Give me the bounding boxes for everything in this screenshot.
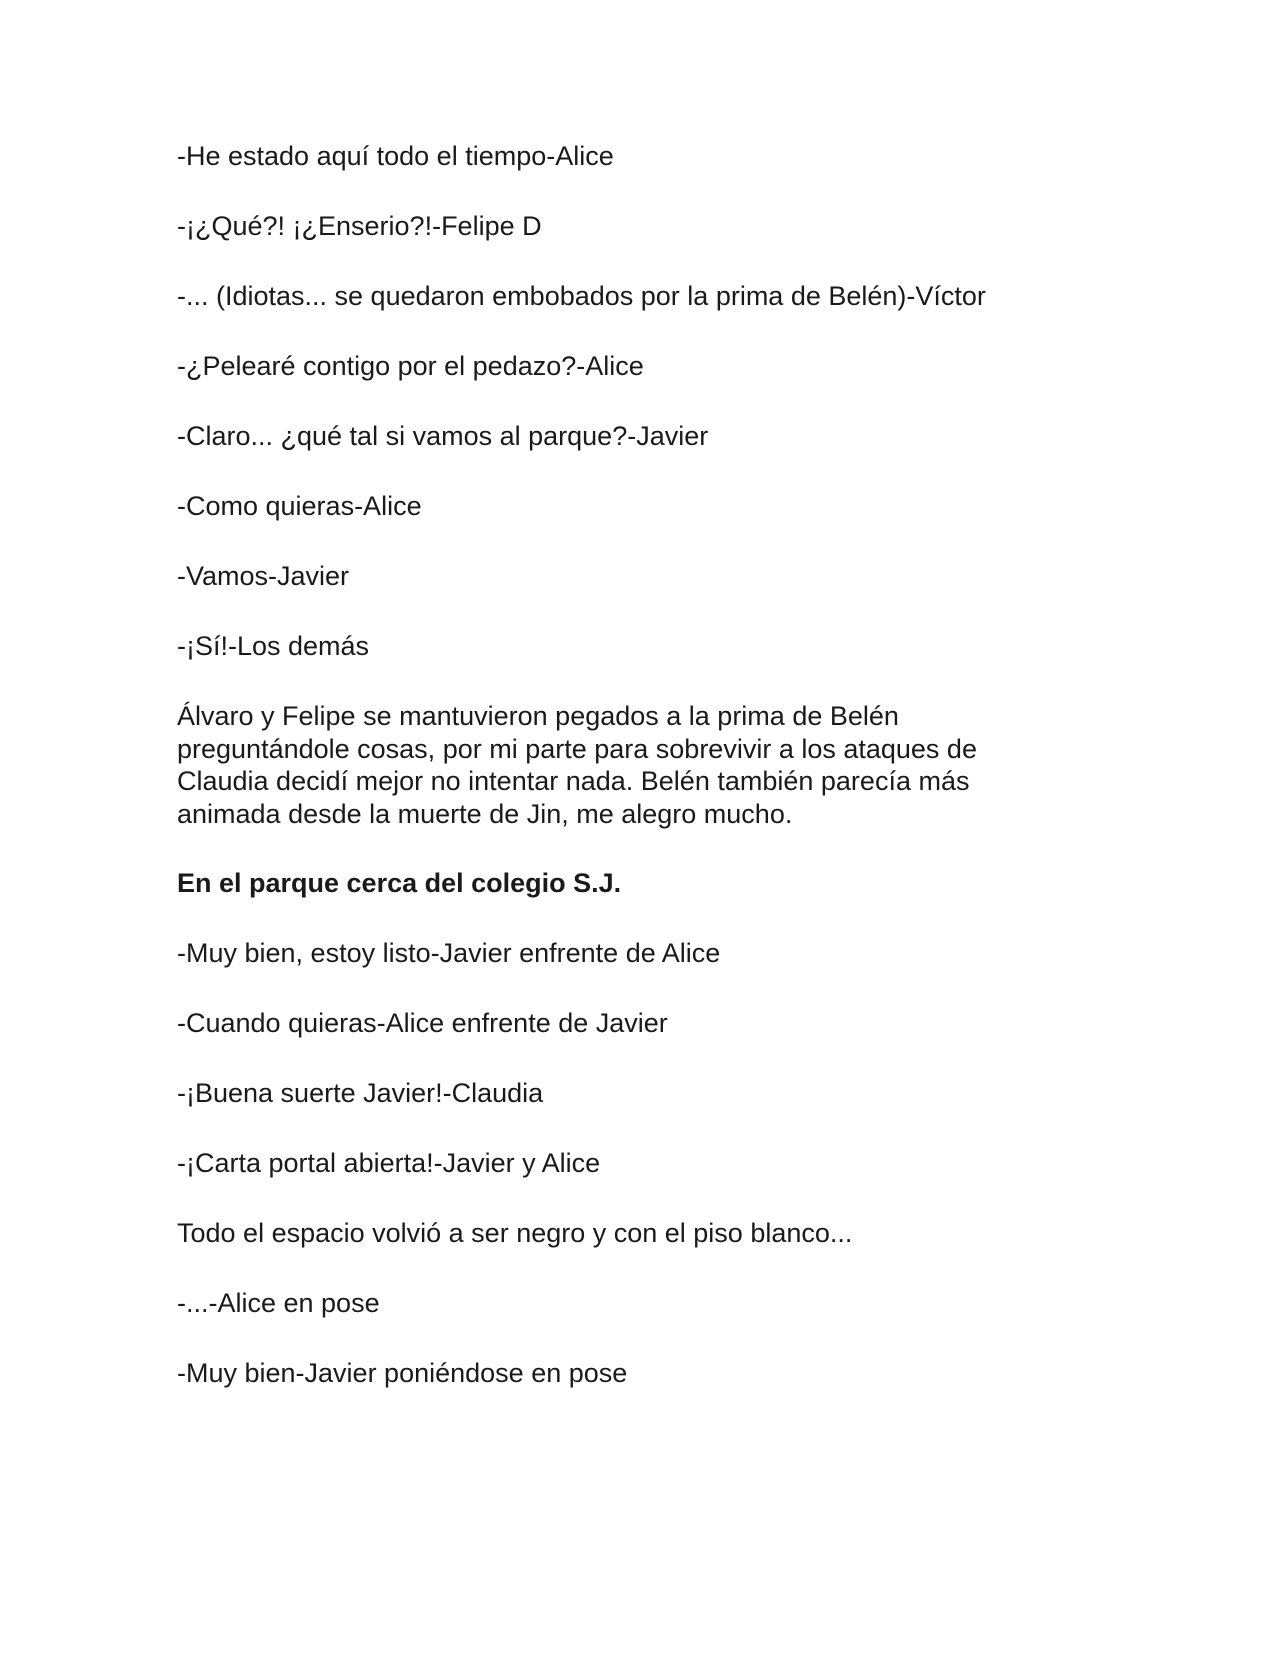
page-content xyxy=(177,140,1077,1427)
dialogue-line: -He estado aquí todo el tiempo-Alice xyxy=(177,141,614,171)
narration-paragraph xyxy=(177,700,1077,830)
scene-heading: En el parque cerca del colegio S.J. xyxy=(177,868,622,898)
paragraph-line: Claudia decidí mejor no intentar nada. Belén también parecía más xyxy=(177,766,970,796)
dialogue-line: -¿Pelearé contigo por el pedazo?-Alice xyxy=(177,351,644,381)
dialogue-line: -Claro... ¿qué tal si vamos al parque?-Javier xyxy=(177,421,709,451)
paragraph-line: animada desde la muerte de Jin, me alegro mucho. xyxy=(177,798,793,829)
dialogue-line: -¡Sí!-Los demás xyxy=(177,631,370,661)
paragraph-line: Álvaro y Felipe se mantuvieron pegados a la prima de Belén xyxy=(177,701,899,731)
dialogue-line: -Como quieras-Alice xyxy=(177,491,422,521)
dialogue-line: -...-Alice en pose xyxy=(177,1288,380,1318)
dialogue-line: -¡Carta portal abierta!-Javier y Alice xyxy=(177,1148,601,1178)
dialogue-line: -... (Idiotas... se quedaron embobados por la prima de Belén)-Víctor xyxy=(177,281,986,311)
dialogue-line: -Cuando quieras-Alice enfrente de Javier xyxy=(177,1008,668,1038)
dialogue-line: -Muy bien, estoy listo-Javier enfrente de Alice xyxy=(177,938,721,968)
dialogue-line: -¡Buena suerte Javier!-Claudia xyxy=(177,1078,544,1108)
paragraph-line: preguntándole cosas, por mi parte para sobrevivir a los ataques de xyxy=(177,733,977,764)
dialogue-line: -¡¿Qué?! ¡¿Enserio?!-Felipe D xyxy=(177,211,542,241)
dialogue-line: -Muy bien-Javier poniéndose en pose xyxy=(177,1358,628,1388)
narration-line: Todo el espacio volvió a ser negro y con el piso blanco... xyxy=(177,1218,853,1248)
dialogue-line: -Vamos-Javier xyxy=(177,561,350,591)
